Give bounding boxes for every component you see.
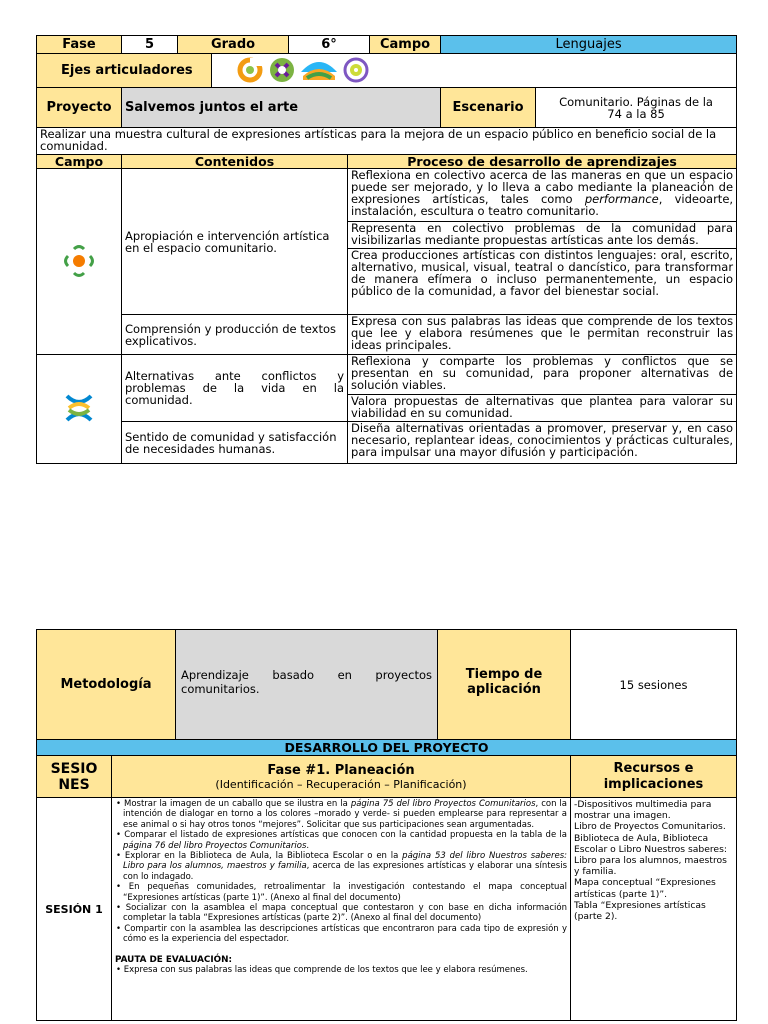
campo-label: Campo — [370, 36, 441, 54]
contenido-4: Sentido de comunidad y satisfacción de necesidades humanas. — [122, 422, 348, 464]
eje-lectura-icon — [343, 57, 369, 85]
proceso-3b: Valora propuestas de alternativas que plantea para valorar su viabilidad en su comunidad. — [348, 395, 737, 422]
lenguajes-campo-icon — [59, 241, 99, 283]
grado-label: Grado — [178, 36, 289, 54]
planning-header-table — [36, 35, 737, 464]
sesion-actividades — [112, 798, 571, 1021]
actividad-item — [115, 799, 567, 830]
metodologia-value: Aprendizaje basado en proyectos comunitarios. — [176, 630, 438, 740]
proceso-1a-em: performance — [584, 192, 659, 206]
ejes-icons — [212, 54, 737, 88]
actividad-ref: página 76 del libro Proyectos Comunitarios — [123, 840, 307, 851]
fase-title: Fase #1. Planeación — [267, 762, 415, 778]
campo-etica-cell — [37, 355, 122, 464]
actividad-ref: página 53 del libro Nuestros saberes: Libro para los alumnos, maestros y familia — [123, 851, 567, 872]
fase-label: Fase — [37, 36, 122, 54]
sesion-label: SESIÓN 1 — [37, 798, 112, 1021]
metodologia-label: Metodología — [37, 630, 176, 740]
proceso-3a: Reflexiona y comparte los problemas y conflictos que se presentan en su comunidad, para proponer alternativas de solución viables. — [348, 355, 737, 395]
proyecto-label: Proyecto — [37, 88, 122, 128]
contenido-1: Apropiación e intervención artística en el espacio comunitario. — [122, 169, 348, 315]
actividad-ref: página 75 del libro Proyectos Comunitarios — [350, 799, 536, 809]
ejes-label: Ejes articuladores — [37, 54, 212, 88]
actividad-text: Explorar en la Biblioteca de Aula, la Biblioteca Escolar o en la — [124, 851, 403, 862]
actividad-item: • En pequeñas comunidades, retroalimentar la investigación contestando el mapa conceptual “Expresiones artísticas (parte 1)”. (Anexo al final del documento) — [115, 882, 567, 903]
col-contenidos: Contenidos — [122, 155, 348, 169]
contenido-2: Comprensión y producción de textos explicativos. — [122, 315, 348, 355]
proyecto-value: Salvemos juntos el arte — [122, 88, 441, 128]
proceso-1c: Crea producciones artísticas con distintos lenguajes: oral, escrito, alternativo, musical, visual, teatral o dancístico, para transformar de manera efímera o incluso permanentemente, un espacio público de la comunidad, a favor del bienestar social. — [348, 249, 737, 315]
proceso-4: Diseña alternativas orientadas a promover, preservar y, en caso necesario, replantear ideas, conocimientos y prácticas culturales, para impulsar una mayor difusión y participación. — [348, 422, 737, 464]
actividad-text: . — [306, 840, 310, 851]
etica-campo-icon — [59, 388, 99, 430]
proceso-1a — [348, 169, 737, 222]
actividad-item: • Compartir con la asamblea las descripciones artísticas que encontraron para cada tipo de expresión y cómo es la experiencia del espectador. — [115, 924, 567, 945]
actividad-item — [115, 851, 567, 882]
grado-value: 6° — [289, 36, 370, 54]
actividad-item: • Socializar con la asamblea el mapa conceptual que contestaron y con base en dicha información completar la tabla “Expresiones artísticas (parte 2)”. (Anexo al final del documento) — [115, 903, 567, 924]
pauta-label: PAUTA DE EVALUACIÓN: — [115, 954, 232, 965]
tiempo-value: 15 sesiones — [571, 630, 737, 740]
fase-header — [112, 756, 571, 798]
desarrollo-title: DESARROLLO DEL PROYECTO — [37, 740, 737, 756]
actividad-text: , acerca de las expresiones artísticas y elaborar una síntesis con lo indagado. — [123, 861, 568, 882]
col-campo: Campo — [37, 155, 122, 169]
pauta-item: • Expresa con sus palabras las ideas que comprende de los textos que lee y elabora resúmenes. — [115, 965, 567, 975]
fase-subtitle: (Identificación – Recuperación – Planificación) — [215, 777, 467, 791]
proceso-1b: Representa en colectivo problemas de la comunidad para visibilizarlas mediante propuestas artísticas ante los demás. — [348, 222, 737, 249]
contenido-3: Alternativas ante conflictos y problemas de la vida en la comunidad. — [122, 355, 348, 422]
proceso-1a-text: Reflexiona en colectivo acerca de las maneras en que un espacio puede ser mejorado, y lo lleva a cabo mediante la planeación de expresiones artísticas, tales como — [351, 168, 734, 206]
campo-value: Lenguajes — [441, 36, 737, 54]
tiempo-label: Tiempo de aplicación — [438, 630, 571, 740]
eje-vida-saludable-icon — [299, 56, 339, 86]
recursos-label: Recursos e implicaciones — [571, 756, 737, 798]
pauta-list — [115, 965, 567, 975]
proceso-1a-text-end: , videoarte, instalación, escultura o teatro comunitario. — [351, 192, 734, 218]
escenario-label: Escenario — [441, 88, 536, 128]
campo-lenguajes-cell — [37, 169, 122, 355]
recursos-text: -Dispositivos multimedia para mostrar una imagen. Libro de Proyectos Comunitarios. Biblioteca de Aula, Biblioteca Escolar o Libro Nuestros saberes: Libro para los alumnos, maestros y familia. Mapa conceptual “Expresiones artísticas (parte 1)”. Tabla “Expresiones artísticas (parte 2). — [571, 798, 737, 1021]
col-proceso: Proceso de desarrollo de aprendizajes — [348, 155, 737, 169]
development-table — [36, 629, 737, 1021]
actividad-item — [115, 830, 567, 851]
actividad-text: Mostrar la imagen de un caballo que se ilustra en la — [123, 799, 351, 809]
eje-inclusion-icon — [236, 56, 264, 86]
fase-value: 5 — [122, 36, 178, 54]
eje-interculturalidad-icon — [268, 56, 296, 86]
sesiones-label: SESIO NES — [37, 756, 112, 798]
actividad-text: Comparar el listado de expresiones artísticas que conocen con la cantidad propuesta en la tabla de la — [124, 830, 567, 841]
proceso-2: Expresa con sus palabras las ideas que comprende de los textos que lee y elabora resúmenes que le permitan reconstruir las ideas principales. — [348, 315, 737, 355]
actividades-list — [115, 799, 567, 945]
escenario-value: Comunitario. Páginas de la 74 a la 85 — [536, 88, 737, 128]
proposito-text: Realizar una muestra cultural de expresiones artísticas para la mejora de un espacio público en beneficio social de la comunidad. — [37, 128, 737, 155]
actividad-text: , con la intención de dialogar en torno a los colores –morado y verde- si pueden emplearse para representar a ese animal o si hay otros tonos “mejores”. Solicitar que sus participaciones sean argumentadas. — [123, 799, 568, 830]
